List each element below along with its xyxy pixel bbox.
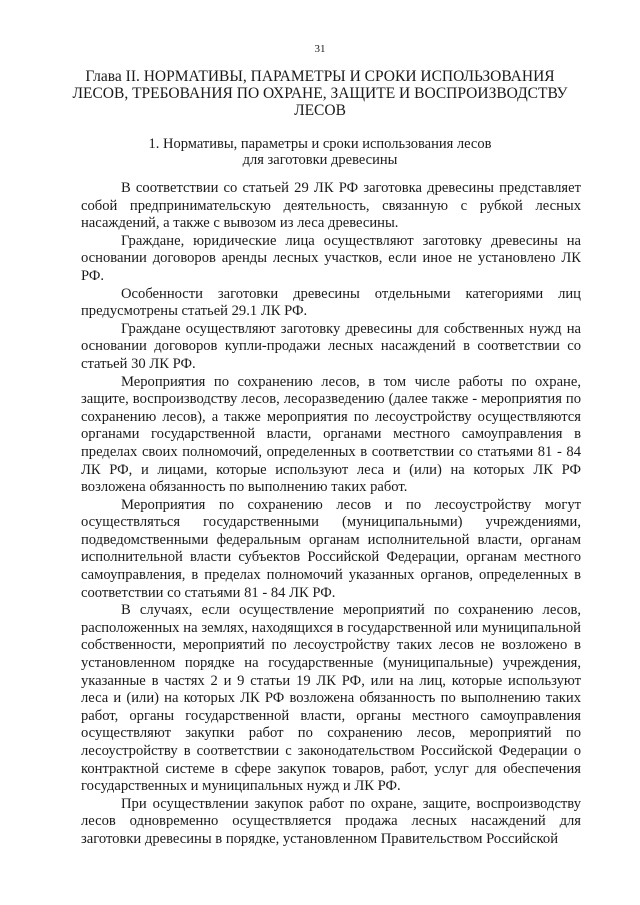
section-title-line: 1. Нормативы, параметры и сроки использования лесов [148,136,492,152]
paragraph: В соответствии со статьей 29 ЛК РФ заготовка древесины представляет собой предпринимательскую деятельность, связанную с рубкой лесных насаждений, а также с вывозом из леса древесины. [81,180,581,232]
paragraph: Граждане осуществляют заготовку древесины для собственных нужд на основании договоров купли-продажи лесных насаждений в соответствии со статьей 30 ЛК РФ. [81,320,581,372]
chapter-title-line: Глава II. НОРМАТИВЫ, ПАРАМЕТРЫ И СРОКИ ИСПОЛЬЗОВАНИЯ [85,68,555,85]
paragraph: Мероприятия по сохранению лесов, в том числе работы по охране, защите, воспроизводству лесов, лесоразведению (далее также - мероприятия по сохранению лесов), а также мероприятия по лесоустройству осуществляются органами государственной власти, органами местного самоуправления в пределах своих полномочий, определенных в соответствии со статьями 81 - 84 ЛК РФ, и лицами, которые используют леса и (или) на которых ЛК РФ возложена обязанность по выполнению таких работ. [81,373,581,496]
section-title [120,136,520,168]
paragraph: При осуществлении закупок работ по охране, защите, воспроизводству лесов одновременно осуществляется продажа лесных насаждений для заготовки древесины в порядке, установленном Правительством Российской [81,795,581,847]
paragraph: В случаях, если осуществление мероприятий по сохранению лесов, расположенных на землях, находящихся в государственной или муниципальной собственности, мероприятий по лесоустройству таких лесов не возложено в установленном порядке на государственные (муниципальные) учреждения, указанные в частях 2 и 9 статьи 19 ЛК РФ, или на лиц, которые используют леса и (или) на которых ЛК РФ возложена обязанность по выполнению таких работ, органы государственной власти, органы местного самоуправления осуществляют закупки работ по сохранению лесов, мероприятий по лесоустройству в соответствии с законодательством Российской Федерации о контрактной системе в сфере закупок товаров, работ, услуг для обеспечения государственных и муниципальных нужд и ЛК РФ. [81,602,581,795]
page-number: 31 [314,43,326,55]
paragraph: Мероприятия по сохранению лесов и по лесоустройству могут осуществляться государственными (муниципальными) учреждениями, подведомственными федеральным органам исполнительной власти, органам исполнительной власти субъектов Российской Федерации, органам местного самоуправления, в пределах полномочий указанных органов, определенных в соответствии со статьями 81 - 84 ЛК РФ. [81,496,581,601]
body-text [81,180,581,849]
paragraph: Граждане, юридические лица осуществляют заготовку древесины на основании договоров аренды лесных участков, если иное не установлено ЛК РФ. [81,232,581,284]
chapter-title [70,68,570,119]
section-title-line: для заготовки древесины [242,152,398,168]
chapter-title-line: ЛЕСОВ, ТРЕБОВАНИЯ ПО ОХРАНЕ, ЗАЩИТЕ И ВОСПРОИЗВОДСТВУ [72,85,568,102]
paragraph: Особенности заготовки древесины отдельными категориями лиц предусмотрены статьей 29.1 ЛК РФ. [81,285,581,320]
chapter-title-line: ЛЕСОВ [294,102,346,119]
